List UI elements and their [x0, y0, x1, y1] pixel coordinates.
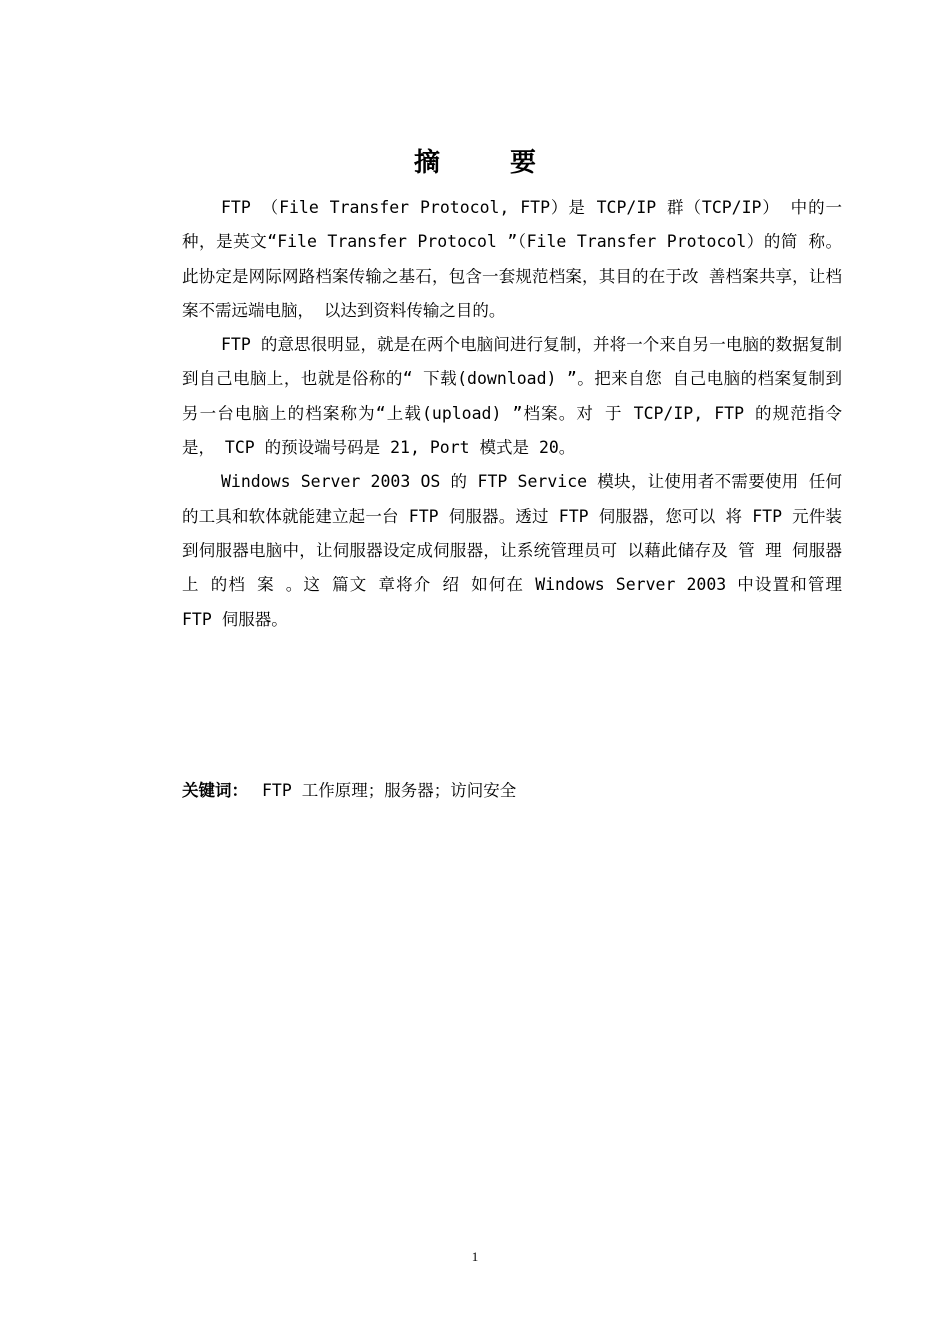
abstract-paragraph-3: Windows Server 2003 OS 的 FTP Service 模块，让使用者不需要使用 任何的工具和软体就能建立起一台 FTP 伺服器。透过 FTP 伺服器，您可以 将 FTP 元件装到伺服器电脑中，让伺服器设定成伺服器，让系统管理员可 以藉此储存及 管 理 伺服器上 的档 案 。这 篇文 章将介 绍 如何在 Windows Server 2003 中设置和管理 FTP 伺服器。: [182, 472, 842, 629]
abstract-paragraph-1: FTP （File Transfer Protocol, FTP）是 TCP/IP 群（TCP/IP） 中的一 种，是英文“File Transfer Protocol ”（File Transfer Protocol）的简 称。此协定是网际网路档案传输之基石，包含一套规范档案，其目的在于改 善档案共享，让档案不需远端电脑， 以达到资料传输之目的。: [182, 198, 842, 320]
keywords-value: FTP 工作原理；服务器；访问安全: [262, 781, 517, 800]
abstract-body: [182, 191, 842, 637]
page-number: 1: [471, 1249, 479, 1264]
keywords-line: [182, 776, 842, 806]
abstract-title: 摘 要: [413, 148, 558, 178]
abstract-paragraph-2: FTP 的意思很明显，就是在两个电脑间进行复制，并将一个来自另一电脑的数据复制到自己电脑上，也就是俗称的“ 下载(download) ”。把来自您 自己电脑的档案复制到另一台电脑上的档案称为“上载(upload) ”档案。对 于 TCP/IP, FTP 的规范指令是， TCP 的预设端号码是 21, Port 模式是 20。: [182, 335, 842, 458]
keywords-label: 关键词：: [182, 781, 248, 800]
